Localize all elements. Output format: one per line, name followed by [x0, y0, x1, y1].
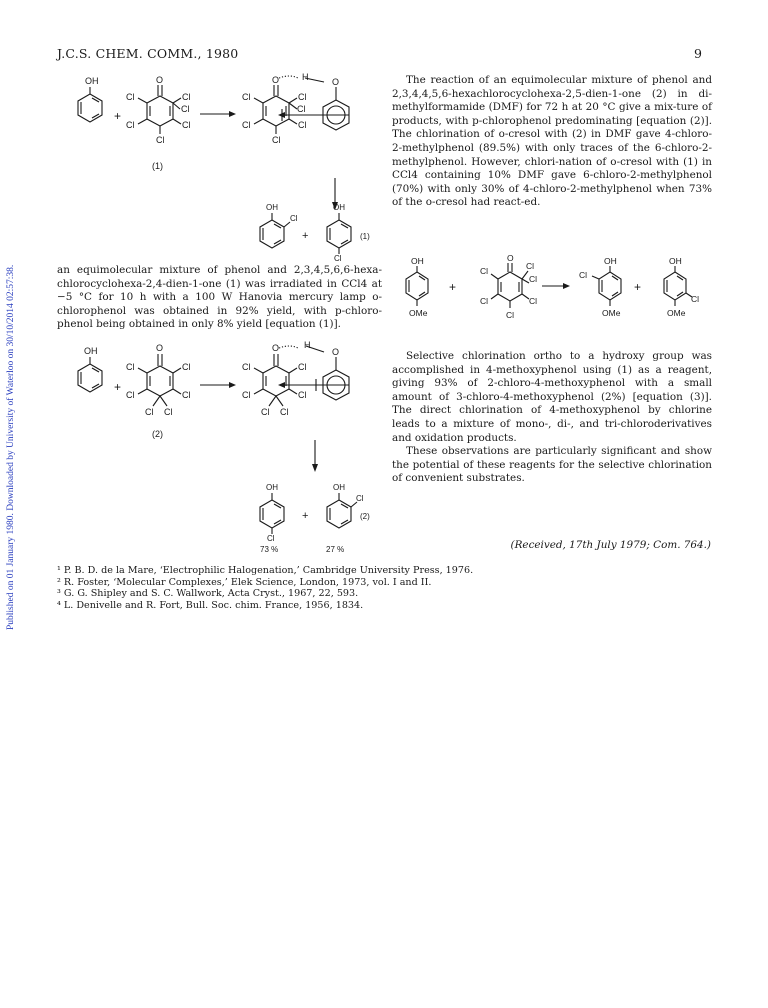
hydrogen-label: H	[302, 72, 309, 82]
cl-label: Cl	[298, 390, 307, 400]
product-oh: OH	[604, 256, 617, 266]
page-number: 9	[694, 46, 702, 61]
cl-label: Cl	[156, 135, 165, 145]
cl-label: Cl	[298, 92, 307, 102]
plus-sign: +	[302, 230, 309, 242]
cl-label: Cl	[334, 254, 342, 263]
reaction-scheme-3	[392, 252, 712, 332]
cl-label: Cl	[356, 494, 364, 503]
reactant-oh: OH	[411, 256, 424, 266]
cl-label: Cl	[272, 135, 281, 145]
cl-label: Cl	[164, 407, 173, 417]
phenol-oh: OH	[84, 346, 98, 356]
carbonyl-o: O	[156, 75, 164, 85]
plus-sign: +	[634, 280, 642, 294]
cl-label: Cl	[242, 362, 251, 372]
cl-label: Cl	[182, 362, 191, 372]
cl-label: Cl	[182, 120, 191, 130]
cl-label: Cl	[261, 407, 270, 417]
product-oh: OH	[266, 483, 278, 492]
reference-item: ² R. Foster, ‘Molecular Complexes,’ Elek Science, London, 1973, vol. I and II.	[57, 576, 432, 588]
phenol-o: O	[332, 77, 340, 87]
cl-label: Cl	[242, 120, 251, 130]
download-note-text: Published on 01 January 1980. Downloaded by University of Waterloo on 30/10/2014 02:57:38.	[6, 264, 16, 630]
cl-label: Cl	[126, 92, 135, 102]
product-ome: OMe	[667, 308, 686, 318]
cl-label: Cl	[579, 270, 588, 280]
compound-1-label: (1)	[152, 161, 163, 171]
phenol-oh: OH	[85, 76, 99, 86]
equation-2-number: (2)	[360, 512, 370, 521]
carbonyl-o: O	[272, 75, 280, 85]
download-watermark	[4, 150, 18, 630]
journal-header: J.C.S. CHEM. COMM., 1980	[57, 46, 239, 61]
cl-label: Cl	[267, 534, 275, 543]
cl-label: Cl	[145, 407, 154, 417]
right-paragraph-2: Selective chlorination ortho to a hydroxy group was accomplished in 4-methoxyphenol using (1) as a reagent, giving 93% of 2-chloro-4-methoxyphenol with a small amount of 3-chloro-4-methoxyphenol (2%) [equation (3)]. The direct chlorination of 4-methoxyphenol by chlorine leads to a mixture of mono-, di-, and tri-chloroderivatives and oxidation products.	[392, 350, 712, 444]
compound-2-label: (2)	[152, 429, 163, 439]
cl-label: Cl	[181, 104, 190, 114]
cl-label: Cl	[126, 362, 135, 372]
reactant-ome: OMe	[409, 308, 428, 318]
cl-label: Cl	[480, 296, 489, 306]
reference-item: ⁴ L. Denivelle and R. Fort, Bull. Soc. chim. France, 1956, 1834.	[57, 599, 364, 611]
right-paragraph-1: The reaction of an equimolecular mixture of phenol and 2,3,4,4,5,6-hexachlorocyclohexa-2,5-dien-1-one (2) in di-methylformamide (DMF) for 72 h at 20 °C give a mix-ture of products, with p-chlorophenol predominating [equation (2)]. The chlorination of o-cresol with (2) in DMF gave 4-chloro-2-methylphenol (89.5%) with only traces of the 6-chloro-2-methylphenol. However, chlori-nation of o-cresol with (1) in CCl4 containing 10% DMF gave 6-chloro-2-methylphenol (70%) with only 30% of 4-chloro-2-methylphenol when 73% of the o-cresol had react-ed.	[392, 74, 712, 209]
carbonyl-o: O	[156, 343, 164, 353]
cl-label: Cl	[280, 407, 289, 417]
cl-label: Cl	[126, 390, 135, 400]
reference-item: ¹ P. B. D. de la Mare, ‘Electrophilic Halogenation,’ Cambridge University Press, 1976.	[57, 565, 474, 576]
cl-label: Cl	[529, 296, 538, 306]
cl-label: Cl	[297, 104, 306, 114]
references-list	[57, 565, 617, 611]
phenol-o: O	[332, 347, 340, 357]
left-paragraph-1: an equimolecular mixture of phenol and 2,3,4,5,6,6-hexa-chlorocyclohexa-2,4-dien-1-one (1) was irradiated in CCl4 at −5 °C for 10 h with a 100 W Hanovia mercury lamp o-chlorophenol was obtained in 92% yield, with p-chloro-phenol being obtained in only 8% yield [equation (1)].	[57, 264, 382, 331]
yield-ortho: 27 %	[326, 545, 345, 554]
cl-label: Cl	[290, 214, 298, 223]
reaction-scheme-1	[50, 68, 390, 263]
right-paragraph-3: These observations are particularly significant and show the potential of these reagents for the selective chlorination of convenient substrates.	[392, 445, 712, 485]
plus-sign: +	[302, 510, 309, 522]
cl-label: Cl	[529, 274, 538, 284]
cl-label: Cl	[298, 362, 307, 372]
reference-item: ³ G. G. Shipley and S. C. Wallwork, Acta Cryst., 1967, 22, 593.	[57, 588, 359, 600]
cl-label: Cl	[182, 92, 191, 102]
cl-label: Cl	[691, 294, 700, 304]
yield-para: 73 %	[260, 545, 279, 554]
cl-label: Cl	[126, 120, 135, 130]
product-oh: OH	[333, 483, 345, 492]
plus-sign: +	[114, 380, 122, 394]
plus-sign: +	[114, 109, 122, 123]
cl-label: Cl	[298, 120, 307, 130]
carbonyl-o: O	[507, 253, 514, 263]
product-oh: OH	[333, 203, 345, 212]
carbonyl-o: O	[272, 343, 280, 353]
hydrogen-label: H	[304, 340, 311, 350]
cl-label: Cl	[526, 261, 535, 271]
cl-label: Cl	[506, 310, 515, 320]
cl-label: Cl	[242, 92, 251, 102]
received-note: (Received, 17th July 1979; Com. 764.)	[510, 539, 711, 551]
product-oh: OH	[669, 256, 682, 266]
cl-label: Cl	[480, 266, 489, 276]
reaction-scheme-2	[50, 338, 390, 553]
equation-1-number: (1)	[360, 232, 370, 241]
cl-label: Cl	[182, 390, 191, 400]
plus-sign: +	[449, 280, 457, 294]
product-ome: OMe	[602, 308, 621, 318]
product-oh: OH	[266, 203, 278, 212]
cl-label: Cl	[242, 390, 251, 400]
